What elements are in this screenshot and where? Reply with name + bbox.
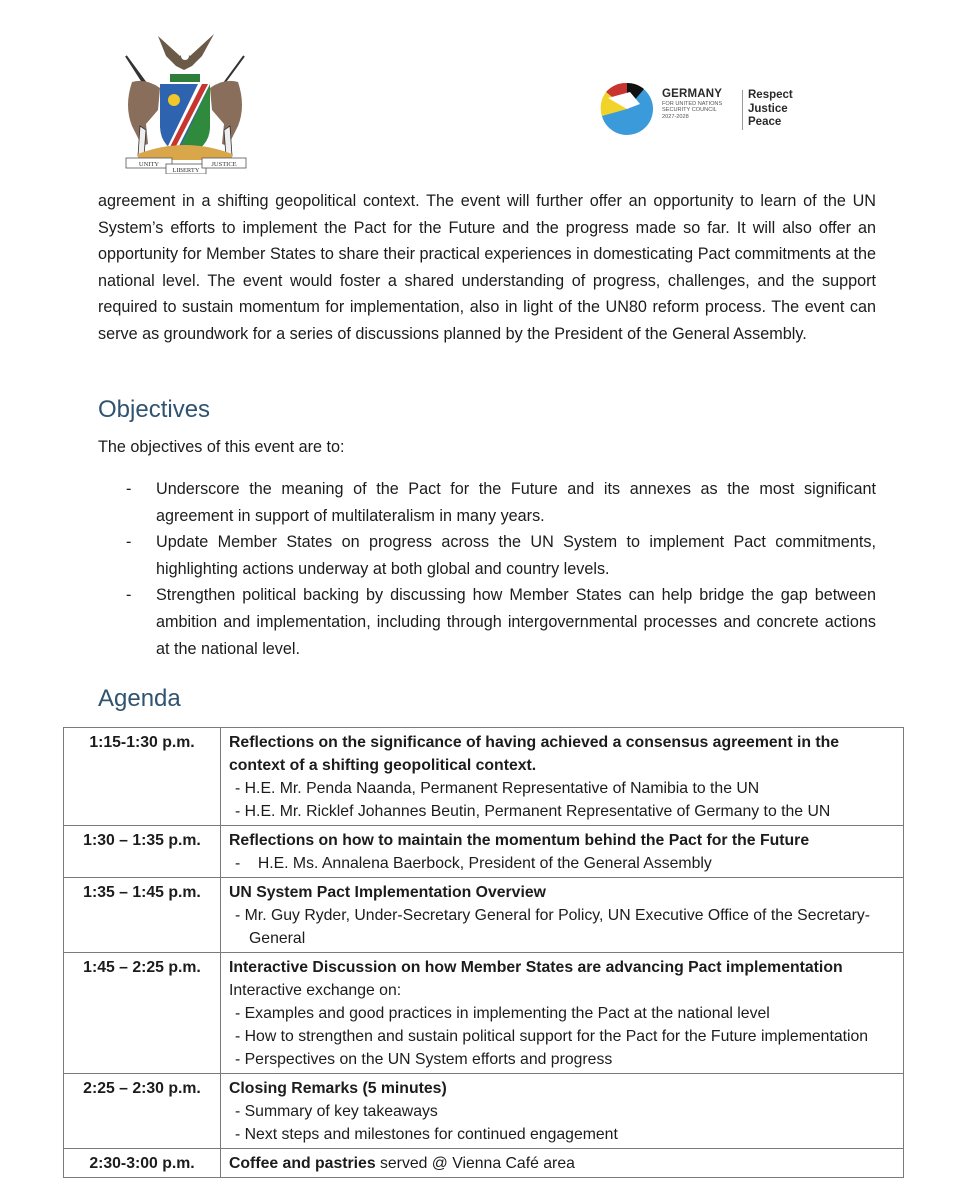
objective-item [98, 582, 876, 662]
motto-peace: Peace [748, 116, 782, 128]
agenda-topic: - Examples and good practices in implementing the Pact at the national level [235, 1005, 770, 1022]
agenda-title-suffix: served @ Vienna Café area [375, 1155, 575, 1172]
agenda-topic: - How to strengthen and sustain political support for the Pact for the Future implementation [235, 1028, 869, 1045]
agenda-details [221, 826, 904, 878]
objective-text: Update Member States on progress across the UN System to implement Pact commitments, highlighting actions underway at both global and country levels. [156, 533, 876, 578]
agenda-speaker: - Mr. Guy Ryder, Under-Secretary General for Policy, UN Executive Office of the Secretary-General [235, 907, 871, 947]
agenda-row [64, 728, 904, 826]
bullet-dash: - [126, 586, 132, 605]
svg-text:LIBERTY: LIBERTY [172, 167, 200, 174]
bullet-dash: - [126, 480, 132, 498]
logo-subtitle-2: SECURITY COUNCIL [662, 107, 717, 114]
logo-subtitle-3: 2027-2028 [662, 113, 689, 120]
agenda-title: Coffee and pastries [229, 1155, 376, 1172]
germany-campaign-circle-icon [600, 82, 654, 136]
agenda-time: 1:35 – 1:45 p.m. [64, 878, 221, 953]
agenda-row [64, 826, 904, 878]
objective-item [98, 476, 876, 529]
agenda-topic: - Next steps and milestones for continued engagement [235, 1126, 618, 1143]
agenda-title: Interactive Discussion on how Member States are advancing Pact implementation [229, 959, 843, 976]
agenda-title: UN System Pact Implementation Overview [229, 884, 546, 901]
agenda-title: Reflections on the significance of having achieved a consensus agreement in the context of a shifting geopolitical context. [229, 734, 840, 774]
agenda-speaker: - H.E. Ms. Annalena Baerbock, President of the General Assembly [235, 855, 712, 872]
motto-justice: Justice [748, 102, 788, 115]
objective-text: Underscore the meaning of the Pact for the Future and its annexes as the most significant agreement in support of multilateralism in many years. [156, 480, 876, 525]
intro-paragraph: agreement in a shifting geopolitical context. The event will further offer an opportunity to learn of the UN System’s efforts to implement the Pact for the Future and the progress made so far. It will also offer an opportunity for Member States to share their practical experiences in domesticating Pact commitments at the national level. The event would foster a shared understanding of progress, challenges, and the support required to sustain momentum for implementation, also in light of the UN80 reform process. The event can serve as groundwork for a series of discussions planned by the President of the General Assembly. [98, 192, 876, 343]
agenda-time: 1:15-1:30 p.m. [64, 728, 221, 826]
agenda-speaker: - H.E. Mr. Ricklef Johannes Beutin, Permanent Representative of Germany to the UN [235, 803, 831, 820]
agenda-row [64, 1149, 904, 1178]
agenda-details [221, 728, 904, 826]
agenda-time: 2:25 – 2:30 p.m. [64, 1074, 221, 1149]
agenda-row [64, 1074, 904, 1149]
bullet-dash: - [126, 533, 132, 552]
agenda-details [221, 1074, 904, 1149]
agenda-details [221, 878, 904, 953]
objective-text: Strengthen political backing by discussing how Member States can help bridge the gap between ambition and implementation, including through intergovernmental processes and concrete actions at the national level. [156, 586, 876, 658]
agenda-topic: - Summary of key takeaways [235, 1103, 438, 1120]
objectives-heading: Objectives [98, 396, 211, 423]
agenda-intro: Interactive exchange on: [229, 982, 402, 999]
logo-subtitle-1: FOR UNITED NATIONS [662, 101, 723, 107]
agenda-time: 1:45 – 2:25 p.m. [64, 953, 221, 1074]
document-header [0, 0, 976, 180]
objective-item [98, 529, 876, 582]
germany-unsc-logo [598, 82, 808, 138]
agenda-row [64, 878, 904, 953]
agenda-row [64, 953, 904, 1074]
motto-respect: Respect [748, 89, 793, 101]
agenda-time: 1:30 – 1:35 p.m. [64, 826, 221, 878]
agenda-title: Closing Remarks (5 minutes) [229, 1080, 447, 1097]
objectives-intro: The objectives of this event are to: [98, 438, 345, 456]
agenda-title: Reflections on how to maintain the momentum behind the Pact for the Future [229, 832, 810, 849]
logo-motto [748, 89, 793, 130]
objectives-list [98, 476, 876, 662]
svg-text:UNITY: UNITY [138, 161, 160, 168]
agenda-topic: - Perspectives on the UN System efforts and progress [235, 1051, 613, 1068]
logo-country: GERMANY [662, 88, 723, 100]
intro-section [98, 188, 876, 348]
agenda-speaker: - H.E. Mr. Penda Naanda, Permanent Representative of Namibia to the UN [235, 780, 760, 797]
agenda-details [221, 953, 904, 1074]
svg-text:JUSTICE: JUSTICE [211, 161, 237, 168]
agenda-heading: Agenda [98, 685, 181, 712]
namibia-coat-of-arms-logo [118, 26, 252, 174]
agenda-table [63, 727, 904, 1178]
logo-divider [742, 90, 743, 130]
germany-logo-text [662, 88, 744, 120]
agenda-time: 2:30-3:00 p.m. [64, 1149, 221, 1178]
agenda-details [221, 1149, 904, 1178]
